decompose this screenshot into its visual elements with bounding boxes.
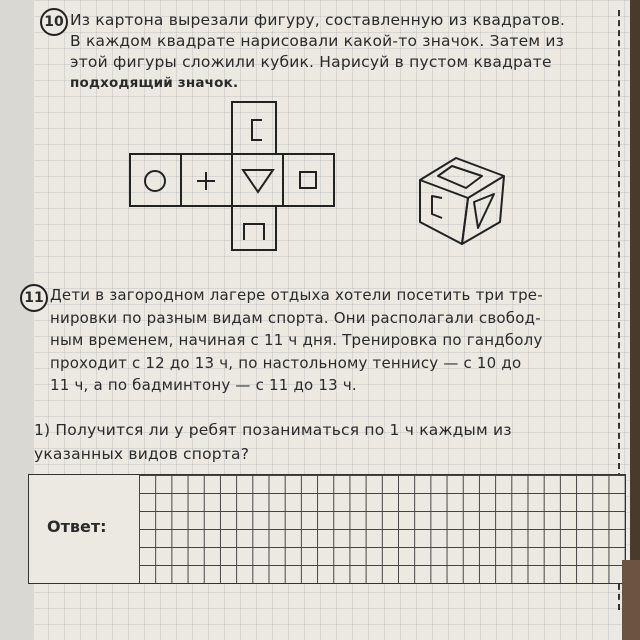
cube-left-bracket-icon <box>432 196 442 218</box>
cube-top-face <box>420 158 504 198</box>
cube-right-triangle-icon <box>474 194 494 228</box>
task-10-number: 10 <box>40 8 68 36</box>
task-11-line-1: Дети в загородном лагере отдыха хотели посетить три тре- <box>50 286 543 304</box>
answer-label: Ответ: <box>47 517 107 536</box>
task-11-line-3: ным временем, начиная с 11 ч дня. Тренировка по гандболу <box>50 331 543 349</box>
n-shape-icon <box>244 224 264 240</box>
net-square-small-square <box>283 154 334 206</box>
net-square-circle <box>130 154 181 206</box>
triangle-icon <box>243 170 273 192</box>
task-11-line-5: 11 ч, а по бадминтону — с 11 до 13 ч. <box>50 376 357 394</box>
cube-figure <box>412 152 512 252</box>
task-10-line-1: Из картона вырезали фигуру, составленную из квадратов. <box>70 11 566 29</box>
task-11-number: 11 <box>20 284 48 312</box>
answer-box[interactable] <box>28 474 626 584</box>
plus-icon <box>197 172 215 190</box>
circle-icon <box>145 171 165 191</box>
task-10-line-4: подходящий значок. <box>70 75 239 91</box>
task-10-line-2: В каждом квадрате нарисовали какой-то значок. Затем из <box>70 32 565 50</box>
question-line-2: указанных видов спорта? <box>34 445 250 463</box>
task-11-text <box>50 284 543 397</box>
net-square-triangle <box>232 154 283 206</box>
cube-top-diamond-icon <box>438 166 482 188</box>
task-11-question <box>34 418 512 466</box>
task-10-line-3: этой фигуры сложили кубик. Нарисуй в пустом квадрате <box>70 53 552 71</box>
small-square-icon <box>300 172 316 188</box>
task-11-line-2: нировки по разным видам спорта. Они располагали свобод- <box>50 308 541 327</box>
bracket-icon <box>252 120 262 140</box>
task-10-text <box>70 10 565 94</box>
binding-shadow <box>622 560 640 640</box>
question-line-1: 1) Получится ли у ребят позаниматься по 1 ч каждым из <box>34 421 512 439</box>
answer-grid[interactable] <box>139 475 625 583</box>
task-11-line-4: проходит с 12 до 13 ч, по настольному теннису — с 10 до <box>50 353 522 372</box>
net-square-top <box>232 102 276 154</box>
net-square-bottom <box>232 206 276 250</box>
cube-net-figure <box>128 100 348 260</box>
